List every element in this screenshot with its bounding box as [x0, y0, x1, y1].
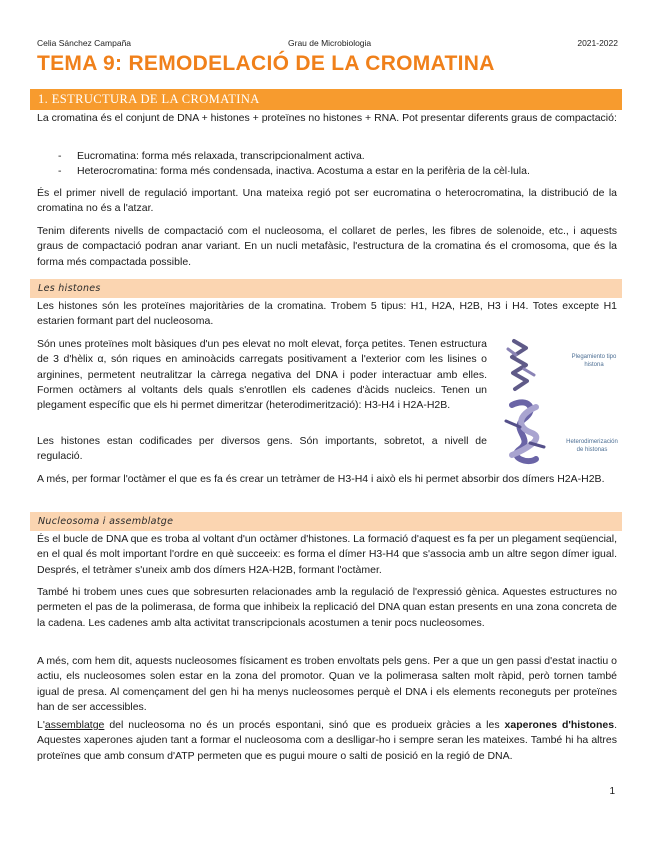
xaperones-text-a: L': [37, 719, 45, 731]
paragraph-regulacio: És el primer nivell de regulació important. Una mateixa regió pot ser eucromatina o heterocromatina, la distribució de la cromatina no és a l'atzar.: [37, 187, 617, 215]
bullet-dash: -: [58, 165, 62, 177]
section-heading-estructura: 1. ESTRUCTURA DE LA CROMATINA: [30, 89, 622, 110]
paragraph-nucleosoma-definicio: És el bucle de DNA que es troba al voltant d'un octàmer d'histones. La formació d'aquest es fa per un plegament seqüencial, en el qual és molt important l'ordre en què succeeix: es forma el dímer H3-H4 que s'associa amb un altre segon dímer igual. Després, el tetràmer s'uneix amb dos dímers H2A-H2B, formant l'octàmer.: [37, 533, 617, 576]
subsection-heading-histones: Les histones: [30, 279, 622, 298]
figure-caption-plegamiento: Plegamiento tipo histona: [571, 354, 617, 368]
paragraph-histones-tipus: Les histones són les proteïnes majoritàries de la cromatina. Trobem 5 tipus: H1, H2A, H2B, H3 i H4. Totes excepte H1 estarien formant part del nucleosoma.: [37, 300, 617, 328]
paragraph-cues: També hi trobem unes cues que sobresurten relacionades amb la regulació de l'expressió gènica. Aquestes estructures no permeten el pas de la polimerasa, de forma que inhibeix la replicació del DNA quan estan presents en una zona concreta de la cadena. Les cadenes amb alta activitat transcripcionals acostumen a tenir pocs nucleosomes.: [37, 586, 617, 629]
header-year: 2021-2022: [577, 38, 618, 48]
assemblatge-underlined: assemblatge: [44, 719, 105, 731]
xaperones-text-c: . Aquestes xaperones ajuden tant a formar el nucleosoma com a deslligar-ho i sempre seran les mateixes. També hi ha altres proteïnes que amb consum d'ATP permeten que es pugui moure o salti de posició en la regió de DNA.: [37, 719, 617, 762]
paragraph-xaperones: [37, 718, 617, 764]
page-header: [37, 38, 618, 50]
header-author: Celia Sánchez Campaña: [37, 38, 132, 48]
figure-caption-heterodimerizacion: Heterodimerización de histonas: [566, 439, 618, 453]
subsection-heading-nucleosoma: Nucleosoma i assemblatge: [30, 512, 622, 531]
xaperones-text-b: del nucleosoma no és un procés espontani, sinó que es produeix gràcies a les: [104, 719, 505, 731]
bullet-text: Heterocromatina: forma més condensada, inactiva. Acostuma a estar en la perifèria de la cèl·lula.: [77, 165, 530, 177]
intro-paragraph: La cromatina és el conjunt de DNA + histones + proteïnes no histones + RNA. Pot presentar diferents graus de compactació:: [37, 112, 617, 124]
xaperones-bold-term: xaperones d'histones: [504, 719, 615, 731]
document-title: TEMA 9: REMODELACIÓ DE LA CROMATINA: [37, 52, 495, 75]
header-course: Grau de Microbiologia: [288, 38, 372, 48]
histone-fold-figure: [494, 335, 622, 473]
paragraph-compactacio: Tenim diferents nivells de compactació com el nucleosoma, el collaret de perles, les fibres de solenoide, etc., i aquests graus de compactació podran anar variant. En un nucli metafàsic, l'estructura de la cromatina és el cromosoma, que és la forma més compactada possible.: [37, 225, 617, 268]
paragraph-histones-estructura: Són unes proteïnes molt bàsiques d'un pes elevat no molt elevat, força petites. Tenen estructura de 3 d'hèlix α, són riques en aminoàcids carregats positivament a l'exterior com les lisines o arginines, permetent neutralitzar la càrrega negativa del DNA i poder interactuar amb elles. Formen octàmers al voltants dels quals s'enrotllen els cadenes d'àcids nucleics. Tenen un plegament específic que els hi permet dimeritzar (heterodimerització): H3-H4 i H2A-H2B.: [37, 338, 487, 412]
bullet-dash: -: [58, 150, 62, 162]
bullet-text: Eucromatina: forma més relaxada, transcripcionalment activa.: [77, 150, 365, 162]
paragraph-histones-gens: Les histones estan codificades per diversos gens. Són importants, sobretot, a nivell de regulació.: [37, 435, 487, 463]
paragraph-octamer: A més, per formar l'octàmer el que es fa és crear un tetràmer de H3-H4 i això els hi permet absorbir dos dímers H2A-H2B.: [37, 473, 605, 485]
paragraph-promotor: A més, com hem dit, aquests nucleosomes físicament es troben envoltats pels gens. Per a que un gen passi d'estat inactiu o actiu, els nucleosomes solen estar en la zona del promotor. Quan ve la polimerasa salten molt ràpid, però tornen també igual de presa. Al començament del gen hi ha menys nucleosomes perquè el DNA i els elements reconeguts per proteïnes han de ser accessibles.: [37, 655, 617, 713]
page-number: 1: [609, 786, 615, 797]
